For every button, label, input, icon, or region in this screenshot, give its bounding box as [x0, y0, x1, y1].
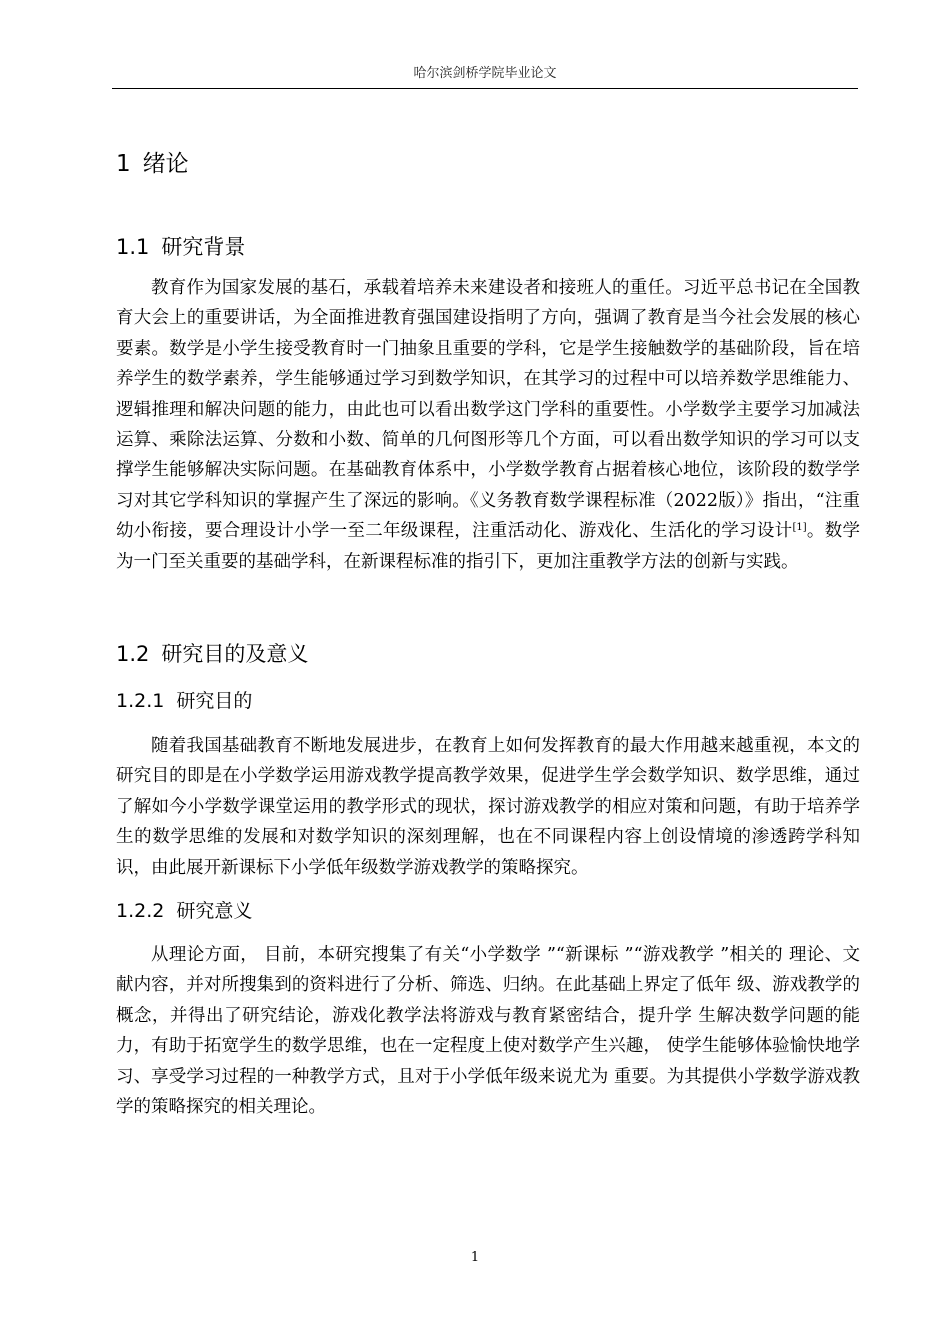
background-text-part2: 。数学为一门至关重要的基础学科，在新课程标准的指引下，更加注重教学方法的创新与实践。 — [116, 521, 861, 572]
chapter-title: 绪论 — [142, 151, 189, 177]
citation-ref: [1] — [792, 522, 807, 534]
subsection-title: 研究意义 — [176, 900, 253, 922]
section-title: 研究目的及意义 — [161, 642, 309, 666]
section-heading-1-2 — [116, 640, 308, 668]
significance-paragraph: 从理论方面， 目前，本研究搜集了有关“小学数学 ”“新课标 ”“游戏教学 ”相关的 理论、文献内容，并对所搜集到的资料进行了分析、筛选、归纳。在此基础上界定了低年 级、游戏教学的概念，并得出了研究结论，游戏化教学法将游戏与教育紧密结合，提升学 生解决数学问题的能力，有助于拓宽学生的数学思维，也在一定程度上使对数学产生兴趣， 使学生能够体验愉快地学习、享受学习过程的一种教学方式，且对于小学低年级来说尤为 重要。为其提供小学数学游戏教学的策略探究的相关理论。 — [116, 945, 860, 1118]
subsection-title: 研究目的 — [176, 690, 253, 712]
section-title: 研究背景 — [161, 235, 246, 259]
section-number: 1.2 — [116, 642, 150, 666]
subsection-heading-1-2-2 — [116, 898, 252, 924]
section-number: 1.1 — [116, 235, 150, 259]
page-number: 1 — [470, 1250, 480, 1265]
subsection-number: 1.2.1 — [116, 690, 165, 712]
running-header: 哈尔滨剑桥学院毕业论文 — [413, 66, 557, 81]
section-heading-1-1 — [116, 233, 245, 261]
chapter-number: 1 — [116, 151, 131, 177]
header-rule — [112, 88, 858, 89]
purpose-paragraph: 随着我国基础教育不断地发展进步，在教育上如何发挥教育的最大作用越来越重视，本文的研究目的即是在小学数学运用游戏教学提高教学效果，促进学生学会数学知识、数学思维，通过了解如今小学数学课堂运用的教学形式的现状，探讨游戏教学的相应对策和问题，有助于培养学生的数学思维的发展和对数学知识的深刻理解，也在不同课程内容上创设情境的渗透跨学科知识，由此展开新课标下小学低年级数学游戏教学的策略探究。 — [116, 736, 860, 878]
background-paragraph — [116, 273, 860, 577]
subsection-number: 1.2.2 — [116, 900, 165, 922]
chapter-heading — [116, 149, 189, 179]
background-text-part1: 教育作为国家发展的基石，承载着培养未来建设者和接班人的重任。习近平总书记在全国教育大会上的重要讲话，为全面推进教育强国建设指明了方向，强调了教育是当今社会发展的核心要素。数学是小学生接受教育时一门抽象且重要的学科，它是学生接触数学的基础阶段，旨在培养学生的数学素养，学生能够通过学习到数学知识，在其学习的过程中可以培养数学思维能力、逻辑推理和解决问题的能力，由此也可以看出数学这门学科的重要性。小学数学主要学习加减法运算、乘除法运算、分数和小数、简单的几何图形等几个方面，可以看出数学知识的学习可以支撑学生能够解决实际问题。在基础教育体系中，小学数学教育占据着核心地位，该阶段的数学学习对其它学科知识的掌握产生了深远的影响。《义务教育数学课程标准（2022版）》指出，“注重幼小衔接，要合理设计小学一至二年级课程，注重活动化、游戏化、生活化的学习设计 — [116, 278, 860, 542]
subsection-heading-1-2-1 — [116, 688, 252, 714]
